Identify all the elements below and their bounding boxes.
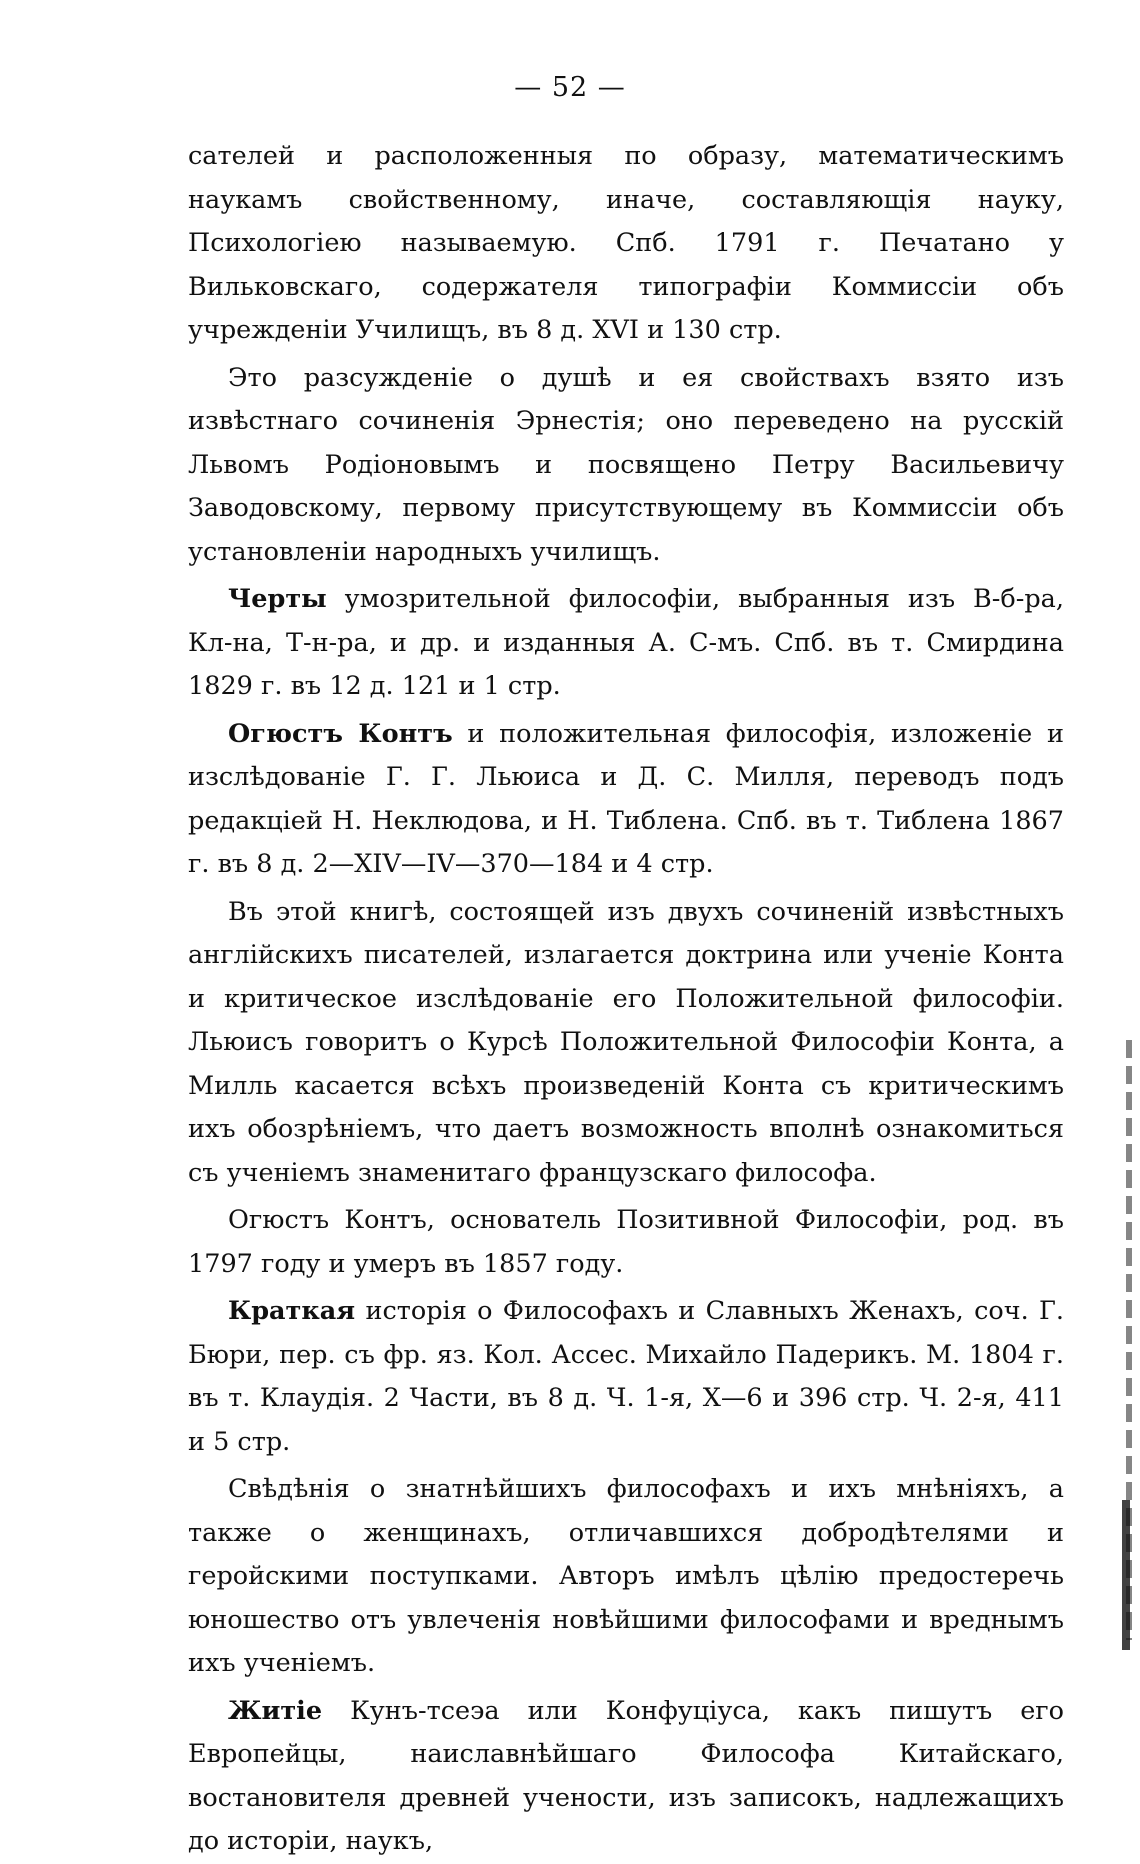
entry-text: Кунъ-тсеэа или Конфуціуса, какъ пишутъ его Европейцы, наиславнѣйшаго Философа Китайскаго, востановителя древней учености, изъ записокъ, надлежащихъ до исторіи, наукъ, (188, 1695, 1064, 1856)
page-number: — 52 — (514, 72, 626, 103)
bibliography-entry (188, 713, 1064, 887)
paragraph-annotation (188, 357, 1064, 575)
paragraph-continuation (188, 135, 1064, 353)
bibliography-entry (188, 578, 1064, 709)
scan-binding-shadow (1122, 1500, 1130, 1650)
paragraph-text: Свѣдѣнія о знатнѣйшихъ философахъ и ихъ мнѣніяхъ, а также о женщинахъ, отличавшихся добродѣтелями и геройскими поступками. Авторъ имѣлъ цѣлію предостеречь юношество отъ увлеченія новѣйшими философами и вреднымъ ихъ ученіемъ. (188, 1474, 1064, 1678)
entry-title-lead: Огюстъ Контъ (228, 718, 453, 749)
entry-text: и положительная философія, изложеніе и изслѣдованіе Г. Г. Льюиса и Д. С. Милля, переводъ подъ редакціей Н. Неклюдова, и Н. Тиблена. Спб. въ т. Тиблена 1867 г. въ 8 д. 2—XIV—IV—370—184 и 4 стр. (188, 718, 1065, 879)
bibliography-entry (188, 1690, 1064, 1864)
paragraph-text: Это разсужденіе о душѣ и ея свойствахъ взято изъ извѣстнаго сочиненія Эрнестія; оно переведено на русскій Львомъ Родіоновымъ и посвящено Петру Васильевичу Заводовскому, первому присутствующему въ Коммиссіи объ установленіи народныхъ училищъ. (188, 362, 1064, 567)
paragraph-annotation (188, 1468, 1064, 1686)
entry-title-lead: Житіе (228, 1695, 323, 1726)
entry-title-lead: Черты (228, 584, 327, 614)
paragraph-text: сателей и расположенныя по образу, математическимъ наукамъ свойственному, иначе, составляющія науку, Психологіею называемую. Спб. 1791 г. Печатано у Вильковскаго, содержателя типографіи Коммиссіи объ учрежденіи Училищъ, въ 8 д. XVI и 130 стр. (188, 141, 1064, 345)
paragraph-annotation (188, 1199, 1064, 1286)
bibliography-entry (188, 1290, 1064, 1464)
entry-text: умозрительной философіи, выбранныя изъ В-б-ра, Кл-на, Т-н-ра, и др. и изданныя А. С-мъ. Спб. въ т. Смирдина 1829 г. въ 12 д. 121 и 1 стр. (188, 584, 1064, 701)
page-body (188, 135, 1064, 1864)
entry-text: исторія о Философахъ и Славныхъ Женахъ, соч. Г. Бюри, пер. съ фр. яз. Кол. Ассес. Михайло Падерикъ. М. 1804 г. въ т. Клаудія. 2 Части, въ 8 д. Ч. 1-я, X—6 и 396 стр. Ч. 2-я, 411 и 5 стр. (188, 1296, 1064, 1457)
paragraph-text: Въ этой книгѣ, состоящей изъ двухъ сочиненій извѣстныхъ англійскихъ писателей, излагается доктрина или ученіе Конта и критическое изслѣдованіе его Положительной философіи. Льюисъ говоритъ о Курсѣ Положительной Философіи Конта, а Милль касается всѣхъ произведеній Конта съ критическимъ ихъ обозрѣніемъ, что даетъ возможность вполнѣ ознакомиться съ ученіемъ знаменитаго французскаго философа. (188, 896, 1064, 1188)
entry-title-lead: Краткая (228, 1296, 356, 1326)
paragraph-text: Огюстъ Контъ, основатель Позитивной Философіи, род. въ 1797 году и умеръ въ 1857 году. (188, 1205, 1064, 1279)
paragraph-annotation (188, 891, 1064, 1196)
